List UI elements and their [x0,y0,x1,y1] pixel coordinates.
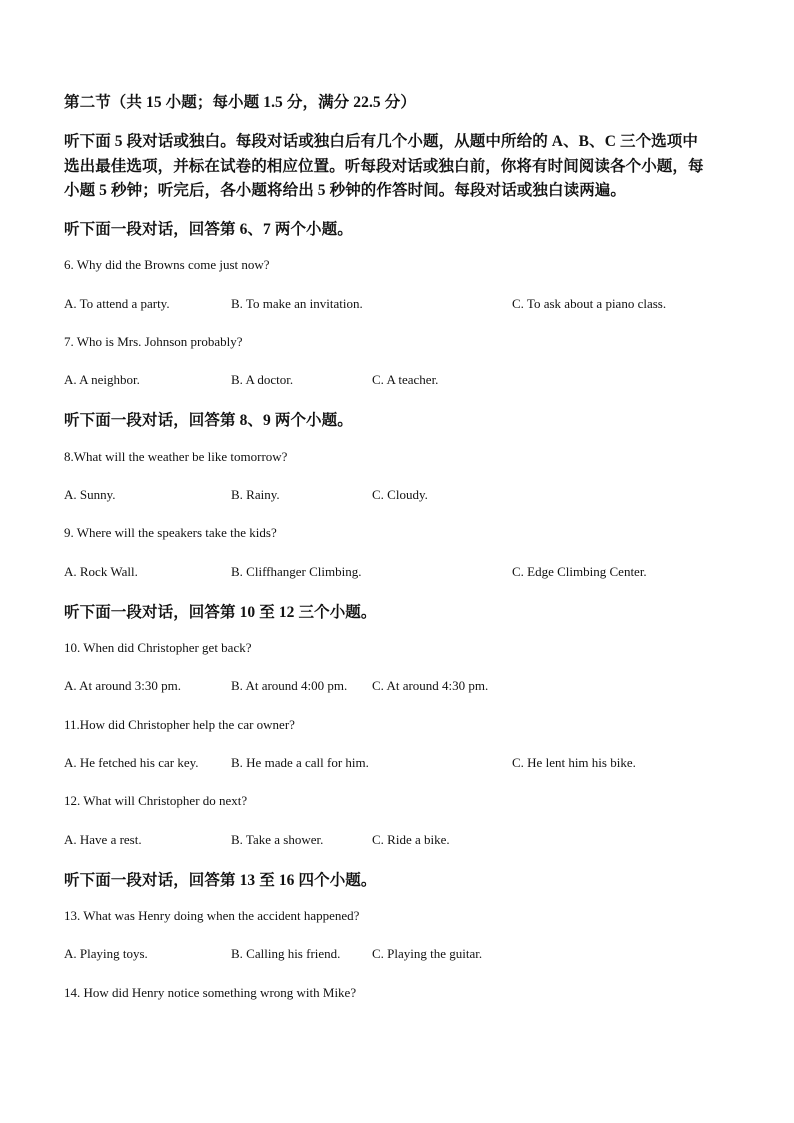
group-heading-2: 听下面一段对话，回答第 8、9 两个小题。 [64,412,353,429]
question-9: 9. Where will the speakers take the kids? [64,525,277,540]
question-7-option-b: B. A doctor. [231,372,294,387]
question-12-option-a: A. Have a rest. [64,832,142,847]
question-6-option-b: B. To make an invitation. [231,296,363,311]
question-11: 11.How did Christopher help the car owner? [64,717,295,732]
question-13-option-b: B. Calling his friend. [231,946,341,961]
question-12-option-b: B. Take a shower. [231,832,324,847]
question-9-option-b: B. Cliffhanger Climbing. [231,564,362,579]
question-10-option-b: B. At around 4:00 pm. [231,678,348,693]
question-7: 7. Who is Mrs. Johnson probably? [64,334,243,349]
question-13-option-a: A. Playing toys. [64,946,148,961]
question-13: 13. What was Henry doing when the accident happened? [64,908,360,923]
question-10-option-a: A. At around 3:30 pm. [64,678,181,693]
question-6-option-c: C. To ask about a piano class. [512,296,667,311]
instructions-line-2: 选出最佳选项，并标在试卷的相应位置。听每段对话或独白前，你将有时间阅读各个小题，每 [64,158,704,175]
question-9-option-c: C. Edge Climbing Center. [512,564,647,579]
question-8-option-c: C. Cloudy. [372,487,428,502]
question-13-option-c: C. Playing the guitar. [372,946,483,961]
instructions-line-3: 小题 5 秒钟；听完后，各小题将给出 5 秒钟的作答时间。每段对话或独白读两遍。 [64,182,627,199]
question-12-option-c: C. Ride a bike. [372,832,450,847]
question-8-option-b: B. Rainy. [231,487,280,502]
question-11-option-c: C. He lent him his bike. [512,755,636,770]
question-7-option-c: C. A teacher. [372,372,439,387]
instructions-line-1: 听下面 5 段对话或独白。每段对话或独白后有几个小题，从题中所给的 A、B、C 三个选项中 [64,133,698,150]
section-title: 第二节（共 15 小题；每小题 1.5 分，满分 22.5 分） [64,94,416,111]
question-6-option-a: A. To attend a party. [64,296,170,311]
question-10-option-c: C. At around 4:30 pm. [372,678,489,693]
group-heading-3: 听下面一段对话，回答第 10 至 12 三个小题。 [64,604,377,621]
question-6: 6. Why did the Browns come just now? [64,257,270,272]
question-14: 14. How did Henry notice something wrong with Mike? [64,985,357,1000]
question-7-option-a: A. A neighbor. [64,372,140,387]
group-heading-1: 听下面一段对话，回答第 6、7 两个小题。 [64,221,353,238]
question-10: 10. When did Christopher get back? [64,640,252,655]
group-heading-4: 听下面一段对话，回答第 13 至 16 四个小题。 [64,872,377,889]
question-11-option-a: A. He fetched his car key. [64,755,199,770]
question-12: 12. What will Christopher do next? [64,793,248,808]
question-11-option-b: B. He made a call for him. [231,755,369,770]
question-9-option-a: A. Rock Wall. [64,564,138,579]
question-8-option-a: A. Sunny. [64,487,116,502]
question-8: 8.What will the weather be like tomorrow? [64,449,288,464]
